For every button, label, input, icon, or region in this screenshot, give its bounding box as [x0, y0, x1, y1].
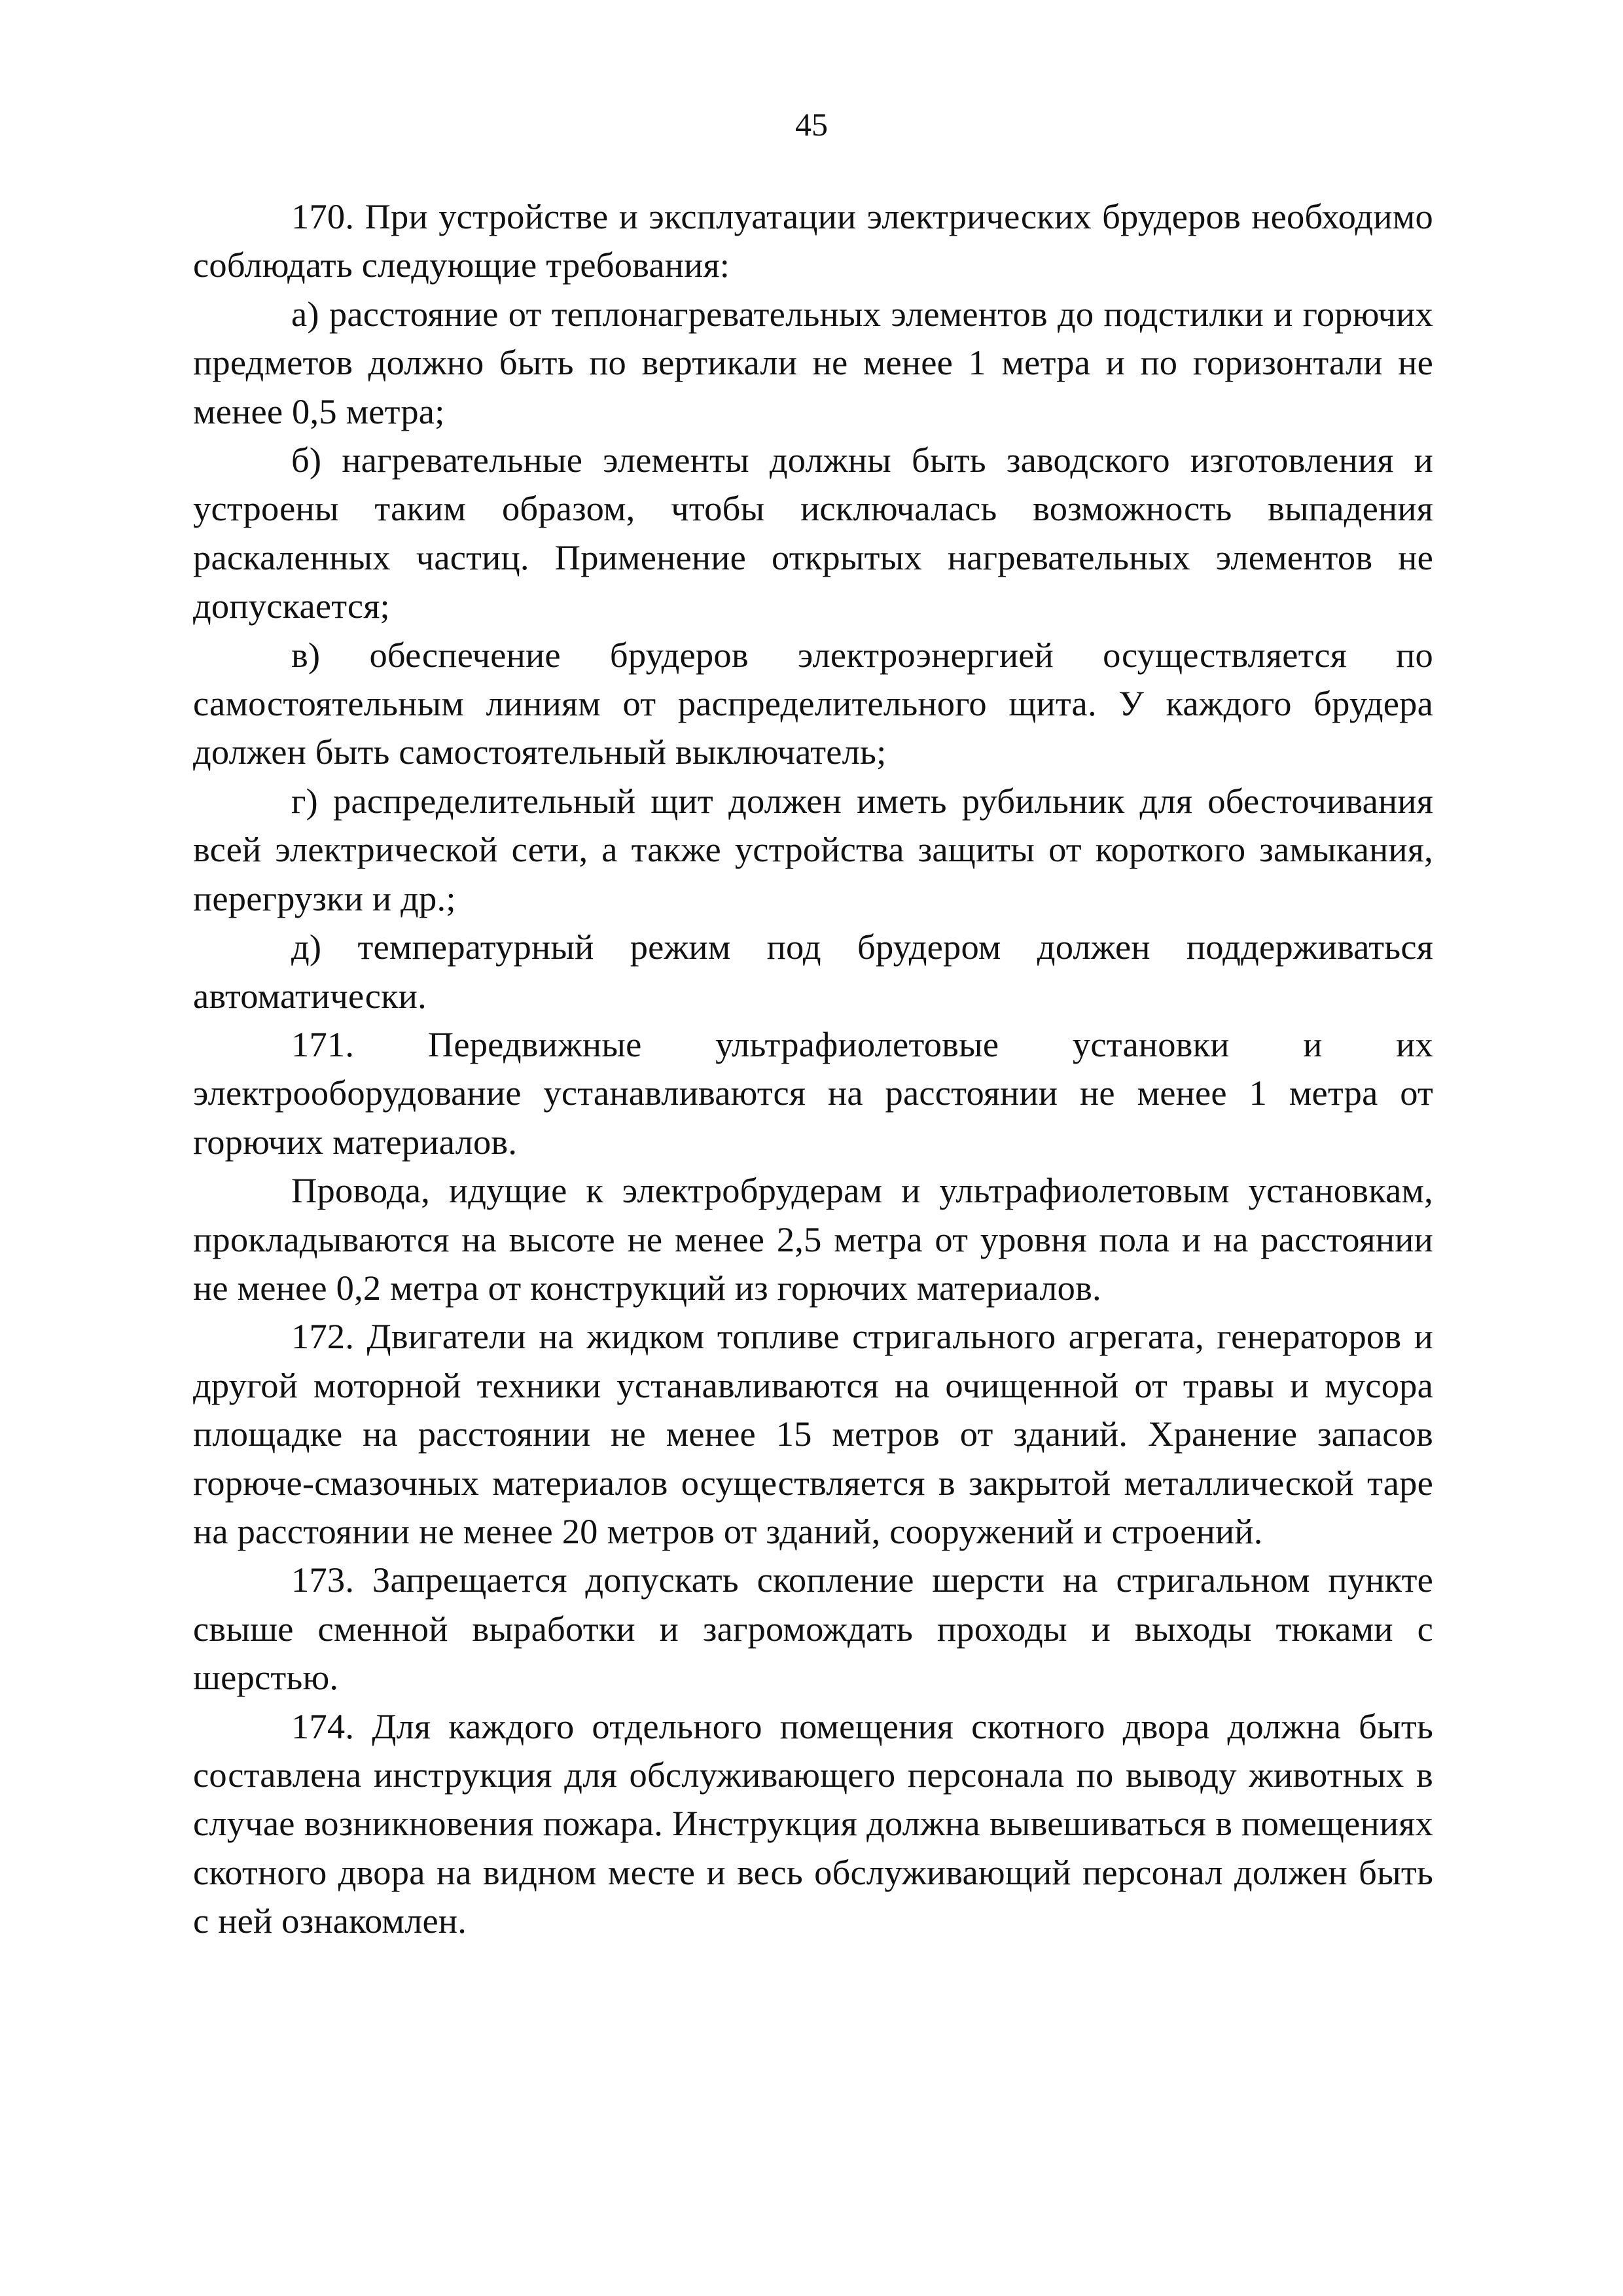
paragraph-171: 171. Передвижные ультрафиолетовые установки и их электрооборудование устанавливаются на расстоянии не менее 1 метра от горючих материалов. — [193, 1024, 1433, 1162]
paragraph-171-wires: Провода, идущие к электробрудерам и ультрафиолетовым установкам, прокладываются на высоте не менее 2,5 метра от уровня пола и на расстоянии не менее 0,2 метра от конструкций из горючих материалов. — [193, 1170, 1433, 1308]
paragraph-170-v: в) обеспечение брудеров электроэнергией осуществляется по самостоятельным линиям от распределительного щита. У каждого брудера должен быть самостоятельный выключатель; — [193, 634, 1433, 772]
paragraph-174: 174. Для каждого отдельного помещения скотного двора должна быть составлена инструкция для обслуживающего персонала по выводу животных в случае возникновения пожара. Инструкция должна вывешиваться в помещениях скотного двора на видном месте и весь обслуживающий персонал должен быть с ней ознакомлен. — [193, 1706, 1433, 1941]
paragraph-170-d: д) температурный режим под брудером должен поддерживаться автоматически. — [193, 927, 1433, 1016]
paragraph-170-g: г) распределительный щит должен иметь рубильник для обесточивания всей электрической сети, а также устройства защиты от короткого замыкания, перегрузки и др.; — [193, 780, 1433, 918]
paragraph-170-a: а) расстояние от теплонагревательных элементов до подстилки и горючих предметов должно быть по вертикали не менее 1 метра и по горизонтали не менее 0,5 метра; — [193, 293, 1433, 431]
paragraph-170: 170. При устройстве и эксплуатации электрических брудеров необходимо соблюдать следующие требования: — [193, 196, 1433, 285]
paragraph-172: 172. Двигатели на жидком топливе стригального агрегата, генераторов и другой моторной техники устанавливаются на очищенной от травы и мусора площадке на расстоянии не менее 15 метров от зданий. Хранение запасов горюче-смазочных материалов осуществляется в закрытой металлической таре на расстоянии не менее 20 метров от зданий, сооружений и строений. — [193, 1316, 1433, 1551]
document-body — [193, 192, 1433, 1946]
page-number: 45 — [795, 106, 828, 143]
paragraph-173: 173. Запрещается допускать скопление шерсти на стригальном пункте свыше сменной выработки и загромождать проходы и выходы тюками с шерстью. — [193, 1560, 1433, 1698]
paragraph-170-b: б) нагревательные элементы должны быть заводского изготовления и устроены таким образом, чтобы исключалась возможность выпадения раскаленных частиц. Применение открытых нагревательных элементов не допускается; — [193, 440, 1433, 626]
